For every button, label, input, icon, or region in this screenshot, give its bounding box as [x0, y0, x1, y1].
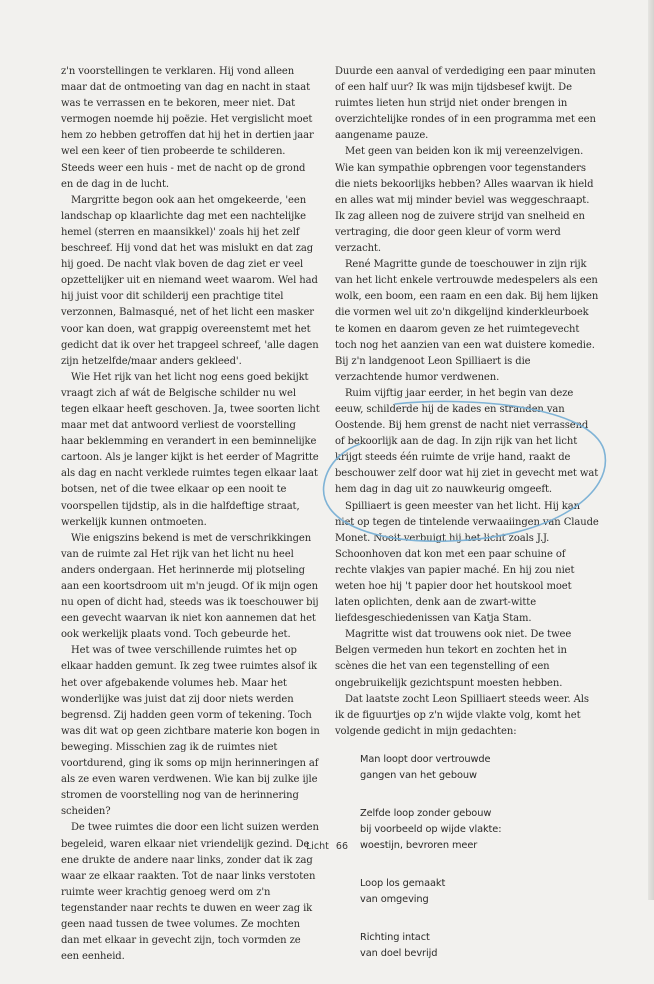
poem-line: Richting intact [360, 931, 430, 943]
paragraph: z'n voorstellingen te verklaren. Hij vond alleen maar dat de ontmoeting van dag en nacht in staat was te verrassen en te bekoren, meer niet. Dat vermogen noemde hij poëzie. Het vergislicht moet hem zo hebben getroffen dat hij het in dertien jaar wel een keer of tien probeerde te schilderen. Steeds weer een huis - met de nacht op de grond en de dag in de lucht. [61, 66, 314, 190]
paragraph: René Magritte gunde de toeschouwer in zijn rijk van het licht enkele vertrouwde medespelers als een wolk, een boom, een raam en een dak. Bij hem lijken die vormen wel uit zo'n dikgelijnd kinderkleurboek te komen en daarom geven ze het ruimtegevecht toch nog het aanzien van een wat duistere komedie. Bij z'n landgenoot Leon Spilliaert is die verzachtende humor verdwenen. [335, 259, 599, 383]
footer-section-label: Licht [305, 841, 329, 852]
paragraph: Wie enigszins bekend is met de verschrikkingen van de ruimte zal Het rijk van het licht nu heel anders ondergaan. Het herinnerde mij plotseling aan een koortsdroom uit m'n jeugd. Of ik mijn ogen nu open of dicht had, steeds was ik toeschouwer bij een gevecht waarvan ik niet kon aannemen dat het ook werkelijk plaats vond. Toch gebeurde het. [61, 532, 319, 641]
page-edge [648, 0, 654, 900]
poem [360, 752, 599, 962]
poem-line: van doel bevrijd [360, 947, 438, 959]
paragraph: De twee ruimtes die door een licht suizen werden begeleid, waren elkaar niet vriendelijk gezind. De ene drukte de andere naar links, zonder dat ik zag waar ze elkaar raakten. Tot de naar links verstoten ruimte weer krachtig genoeg werd om z'n tegenstander naar rechts te duwen en weer zag ik geen naad tussen de twee volumes. Ze mochten dan met elkaar in gevecht zijn, toch vormden ze een eenheid. [61, 822, 319, 963]
page-footer [0, 841, 654, 852]
poem-line: bij voorbeeld op wijde vlakte: [360, 823, 502, 835]
poem-line: Man loopt door vertrouwde [360, 753, 491, 765]
paragraph: Margritte begon ook aan het omgekeerde, 'een landschap op klaarlichte dag met een nachtelijke hemel (sterren en maansikkel)' zoals hij het zelf beschreef. Hij vond dat het was mislukt en dat zag hij goed. De nacht vlak boven de dag ziet er veel opzettelijker uit en niemand weet waarom. Wel had hij juist voor dit schilderij een prachtige titel verzonnen, Balmasqué, net of het licht een masker voor kan doen, wat grappig overeenstemt met het gedicht dat ik over het trapgeel schreef, 'alle dagen zijn hetzelfde/maar anders gekleed'. [61, 194, 319, 367]
paragraph: Spilliaert is geen meester van het licht. Hij kan niet op tegen de tintelende verwaaiingen van Claude Monet. Nooit verbuigt hij het licht zoals J.J. Schoonhoven dat kon met een paar schuine of rechte vlakjes van papier maché. En hij zou niet weten hoe hij 't papier door het houtskool moet laten oplichten, denk aan de zwart-witte liefdesgeschiedenissen van Katja Stam. [335, 500, 599, 625]
poem-line: Loop los gemaakt [360, 877, 446, 889]
poem-stanza [360, 930, 599, 962]
poem-line: gangen van het gebouw [360, 769, 477, 781]
paragraph: Het was of twee verschillende ruimtes het op elkaar hadden gemunt. Ik zeg twee ruimtes alsof ik het over afgebakende volumes heb. Maar het wonderlijke was juist dat zij door niets werden begrensd. Zij hadden geen vorm of tekening. Toch was dit wat op geen zichtbare materie kon bogen in beweging. Misschien zag ik de ruimtes niet voortdurend, ging ik soms op mijn herinneringen af als ze even waren verdwenen. Wie kan bij zulke ijle stromen de voorstelling nog van de herinnering scheiden? [61, 645, 320, 818]
paragraph: Ruim vijftig jaar eerder, in het begin van deze eeuw, schilderde hij de kades en stranden van Oostende. Bij hem grenst de nacht niet verrassend of bekoorlijk aan de dag. In zijn rijk van het licht krijgt steeds één ruimte de vrije hand, raakt de beschouwer zelf door wat hij ziet in gevecht met wat hem dag in dag uit zo nauwkeurig omgeeft. [335, 387, 599, 496]
poem-line: van omgeving [360, 893, 429, 905]
paragraph: Dat laatste zocht Leon Spilliaert steeds weer. Als ik de figuurtjes op z'n wijde vlakte volg, komt het volgende gedicht in mijn gedachten: [335, 693, 589, 737]
poem-line: woestijn, bevroren meer [360, 839, 478, 851]
page-number: 66 [335, 841, 349, 852]
left-column [61, 64, 320, 965]
paragraph: Wie Het rijk van het licht nog eens goed bekijkt vraagt zich af wát de Belgische schilder nu wel tegen elkaar heeft geschoven. Ja, twee soorten licht maar met dat antwoord verliest de voorstelling haar beklemming en verandert in een beminnelijke cartoon. Als je langer kijkt is het eerder of Magritte als dag en nacht verklede ruimtes tegen elkaar laat botsen, net of die twee elkaar op een nooit te voorspellen tijdstip, als in die halfdeftige straat, werkelijk kunnen ontmoeten. [61, 371, 320, 528]
paragraph: Magritte wist dat trouwens ook niet. De twee Belgen vermeden hun tekort en zochten het in scènes die het van een tegenstelling of een ongebruikelijk gezichtspunt moesten hebben. [335, 629, 572, 689]
poem-line: Zelfde loop zonder gebouw [360, 807, 492, 819]
paragraph: Met geen van beiden kon ik mij vereenzelvigen. Wie kan sympathie opbrengen voor tegenstanders die niets bekoorlijks hebben? Alles waarvan ik hield en alles wat mij minder beviel was weggeschraapt. Ik zag alleen nog de zuivere strijd van snelheid en vertraging, die door geen kleur of vorm werd verzacht. [335, 146, 594, 255]
paragraph: Duurde een aanval of verdediging een paar minuten of een half uur? Ik was mijn tijdsbesef kwijt. De ruimtes lieten hun strijd niet onder brengen in overzichtelijke rondes of in een programma met een aangename pauze. [335, 66, 596, 142]
poem-stanza [360, 876, 599, 908]
poem-stanza [360, 752, 599, 784]
